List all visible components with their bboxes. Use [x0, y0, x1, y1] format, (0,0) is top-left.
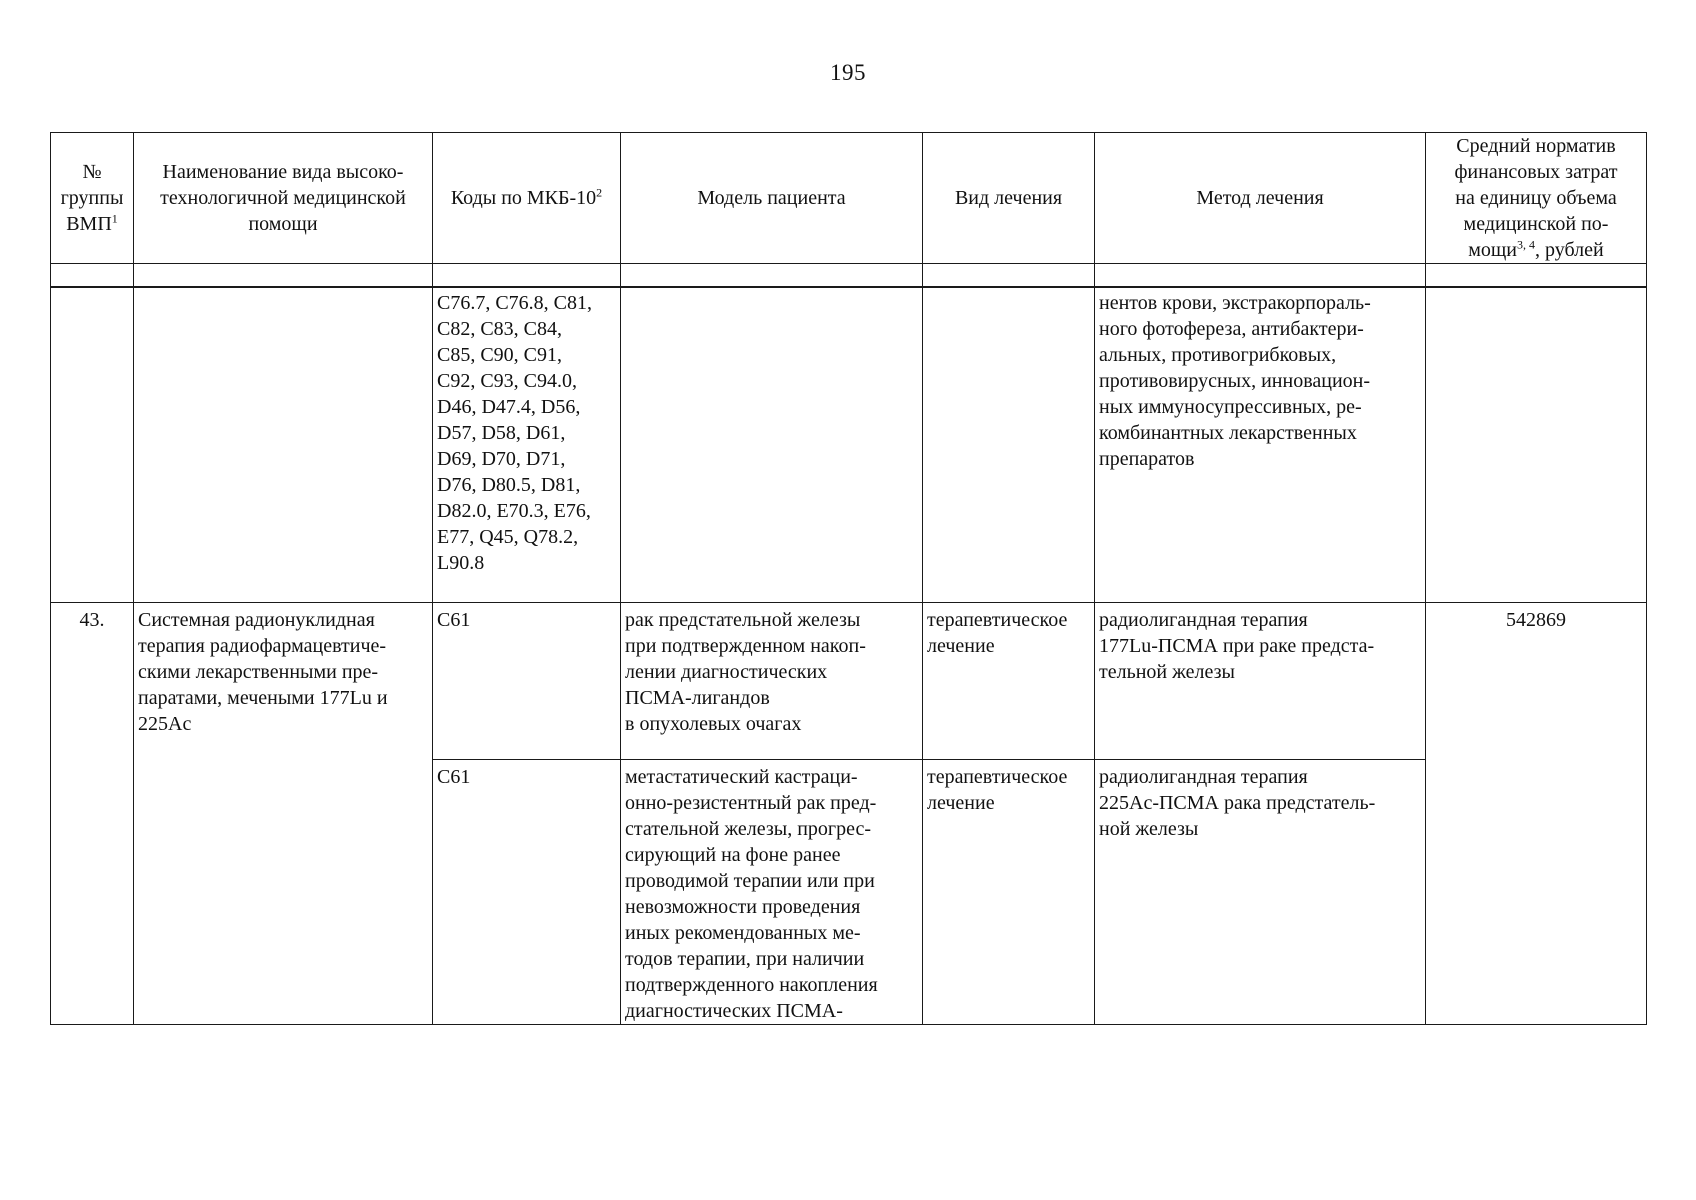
table-row [51, 603, 1647, 760]
care-name-cell: Системная радионуклидная терапия радиофармацевтиче- скими лекарственными пре- паратами, мечеными 177Lu и 225Ac [134, 603, 433, 1025]
treatment-type-cell [923, 287, 1095, 603]
group-number-cell: 43. [51, 603, 134, 1025]
footnote-marker: 1 [111, 211, 118, 226]
patient-model-cell: рак предстательной железы при подтвержденном накоп- лении диагностических ПСМА-лигандов в опухолевых очагах [621, 603, 923, 760]
header-patient-model: Модель пациента [621, 133, 923, 264]
patient-model-cell [621, 287, 923, 603]
header-average-cost: Средний норматив финансовых затрат на единицу объема медицинской по- мощи$^{3, 4}$, рублей [1426, 133, 1647, 264]
header-group-number: № группы ВМП$^1$ [51, 133, 134, 264]
table-row [51, 287, 1647, 603]
patient-model-cell: метастатический кастраци- онно-резистентный рак пред- стательной железы, прогрес- сирующий на фоне ранее проводимой терапии или при невозможности проведения иных рекомендованных ме- тодов терапии, при наличии подтвержденного накопления диагностических ПСМА- [621, 760, 923, 1025]
header-care-name: Наименование вида высоко- технологичной медицинской помощи [134, 133, 433, 264]
page-number: 195 [830, 60, 866, 85]
group-number-cell [51, 287, 134, 603]
icd-codes-cell: C61 [433, 603, 621, 760]
treatment-method-cell: радиолигандная терапия 225Ac-ПСМА рака предстатель- ной железы [1095, 760, 1426, 1025]
care-name-cell [134, 287, 433, 603]
header-treatment-method: Метод лечения [1095, 133, 1426, 264]
treatment-type-cell: терапевтическое лечение [923, 603, 1095, 760]
icd-codes-cell: C76.7, C76.8, C81, C82, C83, C84, C85, C90, C91, C92, C93, C94.0, D46, D47.4, D56, D57, D58, D61, D69, D70, D71, D76, D80.5, D81, D82.0, E70.3, E76, E77, Q45, Q78.2, L90.8 [433, 287, 621, 603]
average-cost-cell [1426, 287, 1647, 603]
treatment-type-cell: терапевтическое лечение [923, 760, 1095, 1025]
footnote-marker: 3, 4 [1517, 237, 1536, 252]
treatment-method-cell: нентов крови, экстракорпораль- ного фотофереза, антибактери- альных, противогрибковых, противовирусных, инновацион- ных иммуносупрессивных, ре- комбинантных лекарственных препаратов [1095, 287, 1426, 603]
table-header-row [51, 133, 1647, 264]
vmp-table [50, 132, 1647, 1025]
treatment-method-cell: радиолигандная терапия 177Lu-ПСМА при раке предста- тельной железы [1095, 603, 1426, 760]
average-cost-cell: 542869 [1426, 603, 1647, 1025]
header-icd-codes: Коды по МКБ-$10^2$ [433, 133, 621, 264]
footnote-marker: 2 [596, 185, 603, 200]
header-spacer-row [51, 264, 1647, 288]
icd-codes-cell: C61 [433, 760, 621, 1025]
header-treatment-type: Вид лечения [923, 133, 1095, 264]
